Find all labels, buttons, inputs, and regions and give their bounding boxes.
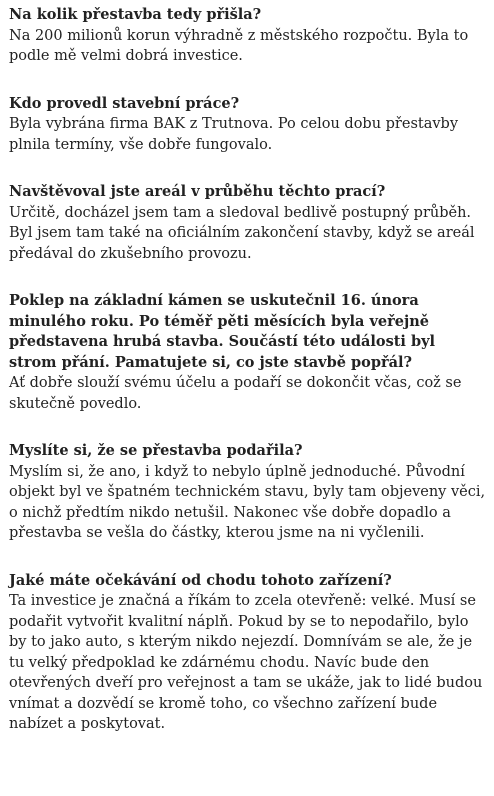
qa-block xyxy=(9,571,486,735)
question: Kdo provedl stavební práce? xyxy=(9,94,240,112)
qa-block xyxy=(9,94,486,156)
answer: Na 200 milionů korun výhradně z městského rozpočtu. Byla to podle mě velmi dobrá investice. xyxy=(9,27,469,64)
answer: Ta investice je značná a říkám to zcela otevřeně: velké. Musí se podařit vytvořit kvalitní náplň. Pokud by se to nepodařilo, bylo by to jako auto, s kterým nikdo nejezdí. Domnívám se ale, že je tu velký předpoklad ke zdárnému chodu. Navíc bude den otevřených dveří pro veřejnost a tam se ukáže, jak to lidé budou vnímat a dozvědí se kromě toho, co všechno zařízení bude nabízet a poskytovat. xyxy=(9,593,483,732)
qa-block xyxy=(9,182,486,264)
answer: Určitě, docházel jsem tam a sledoval bedlivě postupný průběh. Byl jsem tam také na oficiálním zakončení stavby, když se areál předával do zkušebního provozu. xyxy=(9,204,475,262)
answer: Ať dobře slouží svému účelu a podaří se dokončit včas, což se skutečně povedlo. xyxy=(9,375,462,412)
qa-block xyxy=(9,441,486,544)
qa-block xyxy=(9,5,486,67)
answer: Myslím si, že ano, i když to nebylo úplně jednoduché. Původní objekt byl ve špatném technickém stavu, byly tam objeveny věci, o nichž předtím nikdo netušil. Nakonec vše dobře dopadlo a přestavba se vešla do částky, kterou jsme na ni vyčlenili. xyxy=(9,463,486,541)
question: Jaké máte očekávání od chodu tohoto zařízení? xyxy=(9,571,392,589)
answer: Byla vybrána firma BAK z Trutnova. Po celou dobu přestavby plnila termíny, vše dobře fungovalo. xyxy=(9,116,459,153)
question: Navštěvoval jste areál v průběhu těchto prací? xyxy=(9,183,386,200)
qa-block xyxy=(9,291,486,414)
question: Myslíte si, že se přestavba podařila? xyxy=(9,442,303,459)
question: Na kolik přestavba tedy přišla? xyxy=(9,6,262,23)
question: Poklep na základní kámen se uskutečnil 16. února minulého roku. Po téměř pěti měsících byla veřejně představena hrubá stavba. Součástí této události byl strom přání. Pamatujete si, co jste stavbě popřál? xyxy=(9,292,436,371)
